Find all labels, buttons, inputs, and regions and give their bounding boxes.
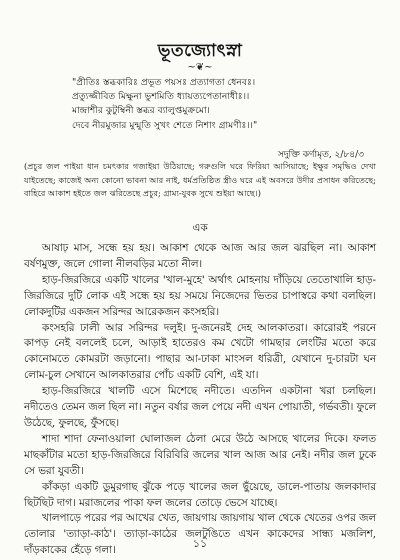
page-number: ১১ — [192, 537, 208, 550]
epigraph-source: সদুক্তি কর্ণামৃত, ২/৮৪/৩ — [277, 150, 364, 160]
paragraph: আষাঢ় মাস, সন্ধে হয় হয়। আকাশ থেকে আজ আর জল ঝরছিল না। আকাশ বর্ষণমুক্ত, জলে গোলা নীলবড়ির মতো নীল। — [24, 242, 376, 270]
epigraph-line: মান্দ্রাশীর কুটুম্বিনী স্তব্ধর ব্যালুপ্তমুক্রমো। — [72, 105, 210, 117]
sanskrit-epigraph — [72, 76, 372, 133]
paragraph: হাড়-জিরজিরে খালটি এসে মিশেছে নদীতে। এতদিন একটানা খরা চলছিল। নদীতেও তেমন জল ছিল না। নতুন বর্ষার জল পেয়ে নদী এখন পোয়াতী, গর্ভবতী। ফুলে উঠেছে, ফুলছে, ফুঁসছে। — [24, 385, 376, 429]
epigraph-translation: (প্রচুর জল পাইয়া ধান চমৎকার গজাইয়া উঠিয়াছে; গরুগুলি ঘরে ফিরিয়া আসিয়াছে; ইক্ষুর সমৃদ্ধিও দেখা যাইতেছে; কাজেই অন্য কোনো ভাবনা আর নাই, ধর্মপ্রতিষ্ঠিত স্ত্রীও ঘরে এই অবসরে উদীর প্রসাধন করিতেছে; বাহিরে আকাশ হইতে জল ঝরিতেছে প্রচুর; গ্রাম্য-যুবক সুখে শুইয়া আছে।) — [24, 161, 376, 198]
epigraph-line: দেবে নীরমুজার মুন্মুতি সুখং শেতে নিশাং গ্রামণীঃ।।" — [72, 119, 258, 131]
epigraph-line: প্রত্যুজ্জীবিত মিক্ষুনা ভুশমিতি ধ্যায়ত্যপেতানাধীঃ।। — [72, 91, 250, 103]
paragraph: কংসহরি ঢালী আর সরিন্দর দলুই। দু-জনেরই দেহ আলকাতরা। কারোরই পরনে কাপড় নেই বললেই চলে, আড়াই হাতেরও কম খেটো গামছার লেংটির মতো করে কোনোমতে কোমরটা জড়ানো। পাছার আ-ঢাকা মাংসল ধরিত্রী, যেখানে দু-চারটা ঘন লোম-চুল সেখানে আলকাতরার পোঁচ একটি বেশি, এই যা। — [24, 321, 376, 382]
section-heading: এক — [192, 222, 208, 234]
chapter-title: ভূতজ্যোৎস্না — [157, 41, 243, 61]
paragraph: কাঁকড়া একটি ডুমুরগাছ ঝুঁকে পড়ে খালের জল ছুঁয়েছে, ডালে-পাতায় জলকাদার ছিটছিট দাগ। মরাজলের পাকা ফল জলের তোড়ে ভেসে যাচ্ছে। — [24, 480, 376, 509]
body-text — [24, 241, 376, 559]
paragraph: শাদা শাদা ফেনাওয়ালা ঘোলাজল ঠেলা মেরে উঠে আসছে খালের দিকে। ফলত মাছকাঁটার মতো হাড়-জিরজিরে বিরিবিরি জলের খাল আজ আর নেই। নদীর জল ঢুকে সে ভরা যুবতী। — [24, 432, 376, 477]
paragraph: খালপাড়ে পরের পর আখের খেত, জায়গায় জায়গায় খাল থেকে খেতের ওপর জল তোলার 'ত্যাড়া-কাঠ'। ত্যাড়া-কাঠের জলটুঙিতে এখন কাকেদের সান্ধ্য মজলিশ, দাঁড়কাকের হেঁড়ে গলা। — [24, 512, 376, 557]
epigraph-line: "প্রীতিঃ স্তব্ধকারিঃ প্রভূত পয়সঃ প্রত্যাগতা ধেনবঃ। — [72, 77, 256, 88]
title-ornament-icon: ~❦~ — [187, 62, 213, 73]
paragraph: হাড়-জিরজিরে একটি খালের 'খাল-মুহে' অর্থাৎ মোহনায় দাঁড়িয়ে তেতোখালি হাড়-জিরজিরে দুটি লোক এই সন্ধে হয় হয় সময়ে নিজেদের ভিতর চাপাস্বরে কথা বলছিল। লোকদুটির একজন সরিন্দর আরেকজন কংসহরি। — [24, 273, 376, 318]
